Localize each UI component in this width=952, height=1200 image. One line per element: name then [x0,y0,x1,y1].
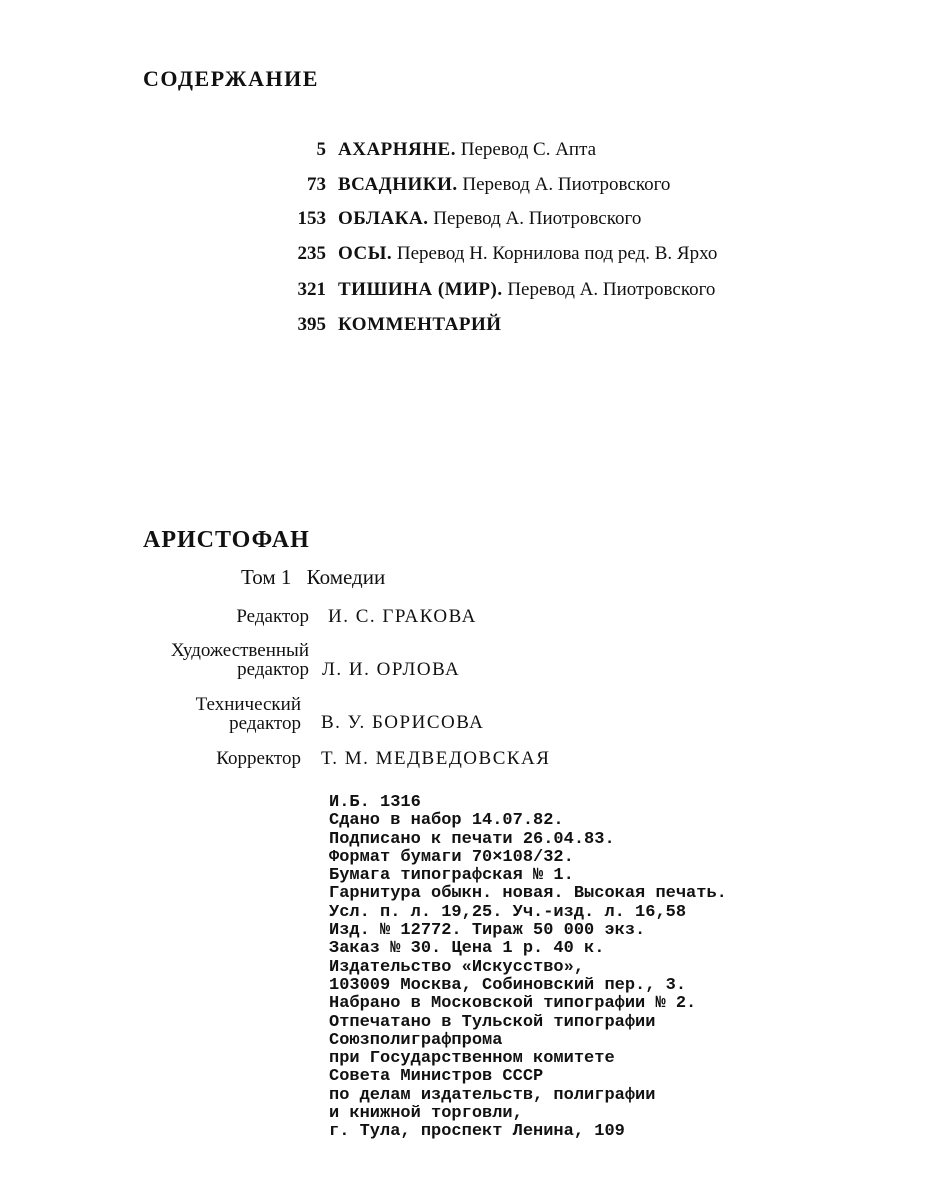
toc-title: ТИШИНА (МИР). [338,279,503,300]
toc-translator: Перевод А. Пиотровского [433,208,642,229]
toc-page-number: 235 [297,243,326,264]
imprint-line: г. Тула, проспект Ленина, 109 [329,1122,625,1142]
imprint-line: 103009 Москва, Собиновский пер., 3. [329,975,687,995]
imprint-line: Издательство «Искусство», [329,957,585,977]
toc-page-number: 395 [297,314,326,335]
editor-label: Редактор [236,606,309,627]
proofreader-label: Корректор [216,748,301,769]
toc-title: ОБЛАКА. [338,208,429,229]
toc-translator: Перевод С. Апта [460,139,597,160]
imprint-line: Подписано к печати 26.04.83. [329,829,615,849]
toc-title: ОСЫ. [338,243,393,264]
art-editor-label [171,641,309,679]
author-name: АРИСТОФАН [143,527,310,553]
imprint-line: Гарнитура обыкн. новая. Высокая печать. [329,884,727,904]
toc-page-number: 5 [316,139,326,160]
imprint-line: И.Б. 1316 [329,793,421,812]
tech-editor-label [196,695,301,733]
imprint-line: Бумага типографская № 1. [329,866,574,886]
tech-editor-label-line1: Технический [195,694,301,715]
proofreader-name: Т. М. МЕДВЕДОВСКАЯ [321,748,551,769]
toc-title: КОММЕНТАРИЙ [338,314,502,335]
volume-line [241,565,385,590]
toc-entry [270,174,670,200]
imprint-line: Совета Министров СССР [329,1067,544,1087]
art-editor-label-line1: Художественный [170,640,309,661]
imprint-line: Усл. п. л. 19,25. Уч.-изд. л. 16,58 [329,902,687,922]
volume-label: Том 1 [241,565,292,589]
imprint-block [329,794,727,1142]
toc-translator: Перевод А. Пиотровского [507,279,716,300]
toc-entry [270,279,715,305]
tech-editor-label-line2: редактор [229,713,301,734]
toc-page-number: 73 [307,174,326,195]
imprint-line: Набрано в Московской типографии № 2. [329,994,697,1014]
volume-title: Комедии [306,565,386,589]
toc-entry [270,208,641,234]
toc-entry [270,314,502,340]
toc-title: АХАРНЯНЕ. [338,139,456,160]
toc-translator: Перевод Н. Корнилова под ред. В. Ярхо [396,243,718,264]
imprint-line: Сдано в набор 14.07.82. [329,811,564,831]
imprint-line: Союзполиграфпрома [329,1030,503,1050]
toc-entry [270,243,717,269]
art-editor-label-line2: редактор [237,659,309,680]
imprint-line: при Государственном комитете [329,1049,615,1069]
editor-name: И. С. ГРАКОВА [328,606,477,627]
imprint-line: и книжной торговли, [329,1104,523,1124]
toc-translator: Перевод А. Пиотровского [462,174,671,195]
imprint-line: по делам издательств, полиграфии [329,1085,656,1105]
art-editor-name: Л. И. ОРЛОВА [322,659,461,680]
imprint-line: Отпечатано в Тульской типографии [329,1012,656,1032]
imprint-line: Заказ № 30. Цена 1 р. 40 к. [329,939,605,959]
toc-title: ВСАДНИКИ. [338,174,458,195]
tech-editor-name: В. У. БОРИСОВА [321,712,485,733]
toc-page-number: 321 [297,279,326,300]
contents-heading: СОДЕРЖАНИЕ [143,66,319,91]
imprint-line: Изд. № 12772. Тираж 50 000 экз. [329,921,646,941]
toc-entry [270,139,596,165]
imprint-line: Формат бумаги 70×108/32. [329,847,574,867]
toc-page-number: 153 [297,208,326,229]
